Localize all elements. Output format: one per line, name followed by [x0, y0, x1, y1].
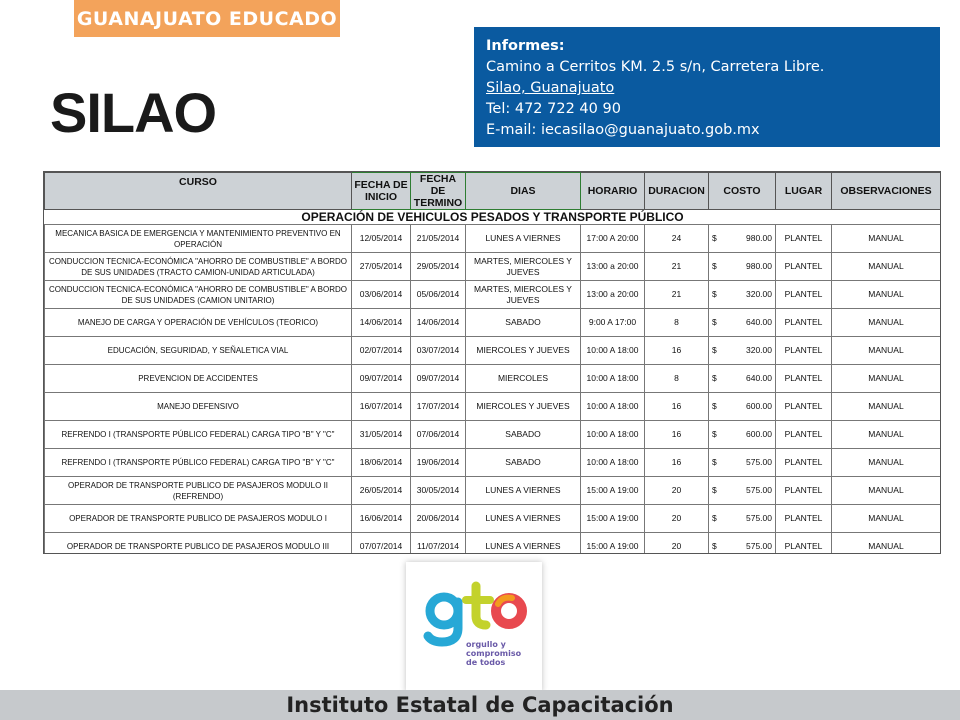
- table-row: [45, 477, 941, 505]
- cell-dias: SABADO: [466, 309, 581, 337]
- cell-fecha-inicio: 07/07/2014: [352, 533, 411, 555]
- cost-currency: $: [712, 289, 717, 299]
- cell-curso: OPERADOR DE TRANSPORTE PUBLICO DE PASAJEROS MODULO I: [45, 505, 352, 533]
- cell-fecha-termino: 09/07/2014: [411, 365, 466, 393]
- cost-amount: 980.00: [746, 261, 772, 271]
- cell-horario: 10:00 A 18:00: [581, 449, 645, 477]
- gto-logo: [406, 562, 542, 692]
- cell-costo: [709, 477, 776, 505]
- cell-observaciones: MANUAL: [832, 533, 941, 555]
- cell-duracion: 21: [645, 253, 709, 281]
- cell-horario: 15:00 A 19:00: [581, 505, 645, 533]
- cost-currency: $: [712, 261, 717, 271]
- cell-dias: LUNES A VIERNES: [466, 477, 581, 505]
- cost-currency: $: [712, 429, 717, 439]
- cell-observaciones: MANUAL: [832, 365, 941, 393]
- cell-horario: 10:00 A 18:00: [581, 421, 645, 449]
- cell-costo: [709, 365, 776, 393]
- cell-horario: 17:00 A 20:00: [581, 225, 645, 253]
- cell-horario: 10:00 A 18:00: [581, 337, 645, 365]
- cost-currency: $: [712, 457, 717, 467]
- cell-fecha-inicio: 03/06/2014: [352, 281, 411, 309]
- cell-observaciones: MANUAL: [832, 253, 941, 281]
- cell-lugar: PLANTEL: [776, 225, 832, 253]
- cell-duracion: 16: [645, 393, 709, 421]
- cell-fecha-termino: 20/06/2014: [411, 505, 466, 533]
- cell-costo: [709, 393, 776, 421]
- table-row: [45, 253, 941, 281]
- cell-dias: MIERCOLES Y JUEVES: [466, 337, 581, 365]
- cost-amount: 640.00: [746, 317, 772, 327]
- cell-fecha-inicio: 18/06/2014: [352, 449, 411, 477]
- cell-fecha-termino: 29/05/2014: [411, 253, 466, 281]
- table-row: [45, 225, 941, 253]
- cell-duracion: 8: [645, 365, 709, 393]
- header-lugar: LUGAR: [776, 173, 832, 210]
- cell-lugar: PLANTEL: [776, 505, 832, 533]
- cost-amount: 320.00: [746, 289, 772, 299]
- table-row: [45, 505, 941, 533]
- cell-fecha-termino: 17/07/2014: [411, 393, 466, 421]
- header-fecha-inicio: FECHA DE INICIO: [352, 173, 411, 210]
- tagline-line-3: de todos: [466, 658, 506, 667]
- cost-amount: 600.00: [746, 429, 772, 439]
- cell-lugar: PLANTEL: [776, 253, 832, 281]
- cell-dias: MARTES, MIERCOLES Y JUEVES: [466, 281, 581, 309]
- section-row: [45, 210, 941, 225]
- cell-dias: SABADO: [466, 449, 581, 477]
- cell-costo: [709, 505, 776, 533]
- cell-duracion: 8: [645, 309, 709, 337]
- cell-costo: [709, 421, 776, 449]
- cell-dias: MARTES, MIERCOLES Y JUEVES: [466, 253, 581, 281]
- cell-lugar: PLANTEL: [776, 393, 832, 421]
- cost-amount: 575.00: [746, 457, 772, 467]
- header-dias: DIAS: [466, 173, 581, 210]
- cell-horario: 10:00 A 18:00: [581, 393, 645, 421]
- cell-curso: CONDUCCION TECNICA-ECONÓMICA "AHORRO DE COMBUSTIBLE" A BORDO DE SUS UNIDADES (CAMION UNITARIO): [45, 281, 352, 309]
- cell-curso: CONDUCCION TECNICA-ECONÓMICA "AHORRO DE COMBUSTIBLE" A BORDO DE SUS UNIDADES (TRACTO CAMION-UNIDAD ARTICULADA): [45, 253, 352, 281]
- cell-curso: PREVENCION DE ACCIDENTES: [45, 365, 352, 393]
- info-city: Silao, Guanajuato: [486, 80, 615, 96]
- cell-fecha-inicio: 26/05/2014: [352, 477, 411, 505]
- cell-costo: [709, 449, 776, 477]
- cost-amount: 640.00: [746, 373, 772, 383]
- cell-dias: MIERCOLES: [466, 365, 581, 393]
- cell-costo: [709, 281, 776, 309]
- info-email[interactable]: E-mail: iecasilao@guanajuato.gob.mx: [486, 122, 760, 138]
- cell-observaciones: MANUAL: [832, 337, 941, 365]
- gto-wordmark: [428, 586, 522, 642]
- cell-fecha-termino: 14/06/2014: [411, 309, 466, 337]
- cell-dias: MIERCOLES Y JUEVES: [466, 393, 581, 421]
- cost-amount: 575.00: [746, 485, 772, 495]
- header-observaciones: OBSERVACIONES: [832, 173, 941, 210]
- cell-fecha-inicio: 16/06/2014: [352, 505, 411, 533]
- gto-logo-card: [406, 562, 542, 692]
- cost-currency: $: [712, 401, 717, 411]
- cell-duracion: 16: [645, 449, 709, 477]
- cell-duracion: 24: [645, 225, 709, 253]
- cost-currency: $: [712, 373, 717, 383]
- table-row: [45, 449, 941, 477]
- cell-horario: 13:00 a 20:00: [581, 281, 645, 309]
- cost-amount: 600.00: [746, 401, 772, 411]
- cell-fecha-inicio: 14/06/2014: [352, 309, 411, 337]
- cell-curso: MECANICA BASICA DE EMERGENCIA Y MANTENIMIENTO PREVENTIVO EN OPERACIÓN: [45, 225, 352, 253]
- header-horario: HORARIO: [581, 173, 645, 210]
- cell-fecha-inicio: 16/07/2014: [352, 393, 411, 421]
- footer-title: Instituto Estatal de Capacitación: [286, 693, 674, 717]
- cell-fecha-termino: 03/07/2014: [411, 337, 466, 365]
- cell-costo: [709, 337, 776, 365]
- cell-fecha-termino: 05/06/2014: [411, 281, 466, 309]
- info-box: [474, 27, 940, 147]
- table-row: [45, 337, 941, 365]
- cell-fecha-termino: 07/06/2014: [411, 421, 466, 449]
- cell-fecha-termino: 21/05/2014: [411, 225, 466, 253]
- cell-dias: LUNES A VIERNES: [466, 505, 581, 533]
- cell-dias: LUNES A VIERNES: [466, 533, 581, 555]
- header-costo: COSTO: [709, 173, 776, 210]
- cost-currency: $: [712, 317, 717, 327]
- cell-fecha-inicio: 02/07/2014: [352, 337, 411, 365]
- cell-costo: [709, 309, 776, 337]
- cell-horario: 10:00 A 18:00: [581, 365, 645, 393]
- page-title: SILAO: [50, 81, 217, 144]
- cell-observaciones: MANUAL: [832, 421, 941, 449]
- cell-horario: 15:00 A 19:00: [581, 477, 645, 505]
- cell-curso: REFRENDO I (TRANSPORTE PÚBLICO FEDERAL) CARGA TIPO "B" Y "C": [45, 449, 352, 477]
- cell-lugar: PLANTEL: [776, 477, 832, 505]
- cost-currency: $: [712, 485, 717, 495]
- cell-lugar: PLANTEL: [776, 281, 832, 309]
- cell-lugar: PLANTEL: [776, 449, 832, 477]
- cell-duracion: 20: [645, 505, 709, 533]
- cell-dias: SABADO: [466, 421, 581, 449]
- cost-amount: 575.00: [746, 513, 772, 523]
- cost-currency: $: [712, 541, 717, 551]
- cell-observaciones: MANUAL: [832, 505, 941, 533]
- table-row: [45, 309, 941, 337]
- cell-lugar: PLANTEL: [776, 533, 832, 555]
- cell-curso: MANEJO DE CARGA Y OPERACIÓN DE VEHÍCULOS (TEORICO): [45, 309, 352, 337]
- cell-observaciones: MANUAL: [832, 449, 941, 477]
- header-fecha-termino: FECHA DE TERMINO: [411, 173, 466, 210]
- cell-observaciones: MANUAL: [832, 477, 941, 505]
- cost-amount: 320.00: [746, 345, 772, 355]
- tagline-line-2: compromiso: [466, 649, 522, 658]
- course-table: [43, 171, 941, 554]
- cell-costo: [709, 253, 776, 281]
- cell-lugar: PLANTEL: [776, 365, 832, 393]
- cell-fecha-inicio: 31/05/2014: [352, 421, 411, 449]
- cost-currency: $: [712, 345, 717, 355]
- info-address: Camino a Cerritos KM. 2.5 s/n, Carretera Libre.: [486, 59, 825, 75]
- cell-fecha-termino: 11/07/2014: [411, 533, 466, 555]
- cost-amount: 575.00: [746, 541, 772, 551]
- cell-duracion: 20: [645, 477, 709, 505]
- cell-curso: OPERADOR DE TRANSPORTE PUBLICO DE PASAJEROS MODULO II (REFRENDO): [45, 477, 352, 505]
- cell-curso: MANEJO DEFENSIVO: [45, 393, 352, 421]
- cell-horario: 9:00 A 17:00: [581, 309, 645, 337]
- cell-curso: OPERADOR DE TRANSPORTE PUBLICO DE PASAJEROS MODULO III: [45, 533, 352, 555]
- table-row: [45, 533, 941, 555]
- logo-tagline: [466, 640, 521, 667]
- cell-horario: 13:00 a 20:00: [581, 253, 645, 281]
- section-title: OPERACIÓN DE VEHICULOS PESADOS Y TRANSPORTE PÚBLICO: [45, 210, 941, 225]
- cell-fecha-termino: 19/06/2014: [411, 449, 466, 477]
- info-heading: Informes:: [486, 38, 565, 54]
- cell-duracion: 16: [645, 421, 709, 449]
- cell-duracion: 21: [645, 281, 709, 309]
- cell-fecha-inicio: 27/05/2014: [352, 253, 411, 281]
- cell-duracion: 20: [645, 533, 709, 555]
- header-duracion: DURACION: [645, 173, 709, 210]
- cost-amount: 980.00: [746, 233, 772, 243]
- table-row: [45, 421, 941, 449]
- cell-observaciones: MANUAL: [832, 281, 941, 309]
- cell-fecha-termino: 30/05/2014: [411, 477, 466, 505]
- header-curso: CURSO: [45, 173, 352, 210]
- cell-duracion: 16: [645, 337, 709, 365]
- table-row: [45, 365, 941, 393]
- cell-lugar: PLANTEL: [776, 421, 832, 449]
- cell-curso: EDUCACIÓN, SEGURIDAD, Y SEÑALETICA VIAL: [45, 337, 352, 365]
- cell-observaciones: MANUAL: [832, 393, 941, 421]
- cell-horario: 15:00 A 19:00: [581, 533, 645, 555]
- table-row: [45, 393, 941, 421]
- brand-banner: GUANAJUATO EDUCADO: [74, 0, 340, 37]
- cell-fecha-inicio: 09/07/2014: [352, 365, 411, 393]
- table-row: [45, 281, 941, 309]
- cost-currency: $: [712, 233, 717, 243]
- cell-lugar: PLANTEL: [776, 309, 832, 337]
- tagline-line-1: orgullo y: [466, 640, 506, 649]
- cell-dias: LUNES A VIERNES: [466, 225, 581, 253]
- table-header-row: [45, 173, 941, 210]
- cost-currency: $: [712, 513, 717, 523]
- cell-costo: [709, 225, 776, 253]
- cell-costo: [709, 533, 776, 555]
- cell-fecha-inicio: 12/05/2014: [352, 225, 411, 253]
- footer-bar: [0, 690, 960, 720]
- cell-curso: REFRENDO I (TRANSPORTE PÚBLICO FEDERAL) CARGA TIPO "B" Y "C": [45, 421, 352, 449]
- cell-lugar: PLANTEL: [776, 337, 832, 365]
- info-phone: Tel: 472 722 40 90: [486, 101, 621, 117]
- cell-observaciones: MANUAL: [832, 309, 941, 337]
- cell-observaciones: MANUAL: [832, 225, 941, 253]
